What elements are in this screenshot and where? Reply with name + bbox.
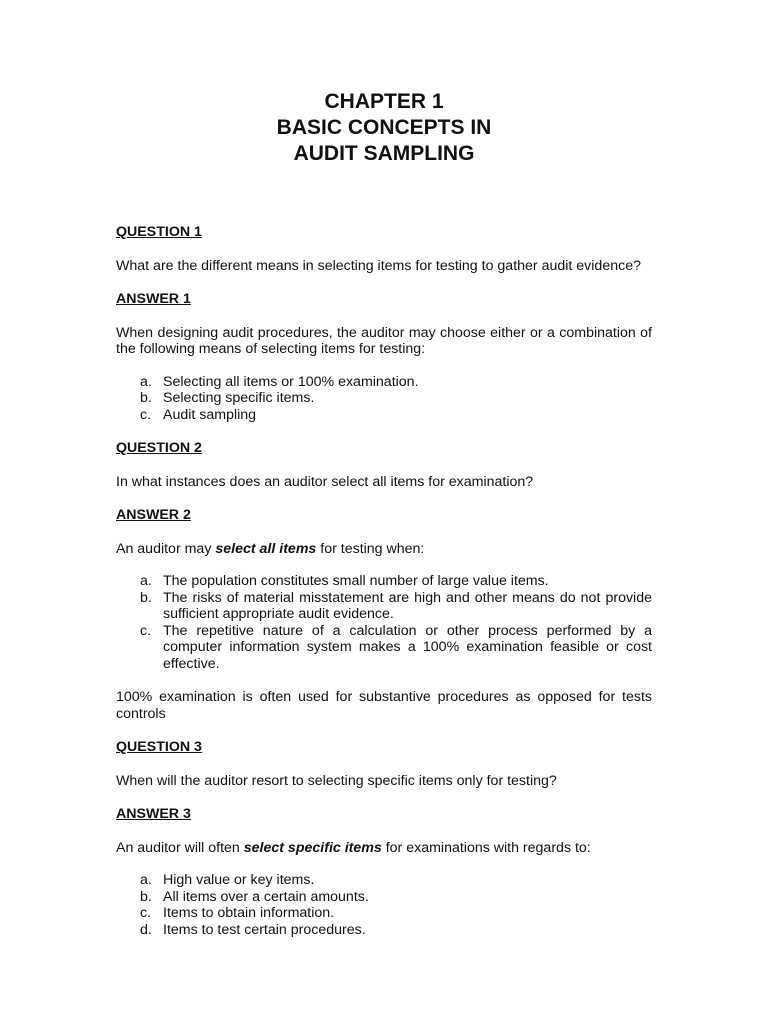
answer-1-list bbox=[116, 374, 652, 424]
question-2-text: In what instances does an auditor select all items for examination? bbox=[116, 473, 534, 490]
list-item: d. Items to test certain procedures. bbox=[140, 921, 366, 938]
list-item: b. All items over a certain amounts. bbox=[140, 888, 369, 905]
emphasis-text: select all items bbox=[215, 540, 317, 557]
answer-2-closing: 100% examination is often used for substantive procedures as opposed for tests controls bbox=[116, 689, 652, 722]
answer-1-heading: ANSWER 1 bbox=[116, 291, 191, 307]
list-item: b. Selecting specific items. bbox=[140, 390, 315, 406]
answer-1-intro: When designing audit procedures, the auditor may choose either or a combination of the following means of selecting items for testing: bbox=[116, 324, 652, 357]
list-item: a. Selecting all items or 100% examination. bbox=[140, 373, 419, 390]
answer-2-intro: An auditor may select all items for testing when: bbox=[116, 540, 425, 557]
list-item: c. Items to obtain information. bbox=[140, 905, 335, 921]
chapter-title-line-2: AUDIT SAMPLING bbox=[293, 142, 475, 165]
list-item: c. Audit sampling bbox=[140, 406, 257, 423]
question-1-heading: QUESTION 1 bbox=[116, 224, 202, 240]
list-item: b. The risks of material misstatement are high and other means do not provide sufficient appropriate audit evidence. bbox=[140, 589, 652, 622]
answer-3-intro: An auditor will often select specific items for examinations with regards to: bbox=[116, 839, 591, 856]
chapter-title bbox=[116, 0, 652, 167]
question-3-text: When will the auditor resort to selecting specific items only for testing? bbox=[116, 772, 557, 789]
question-2-heading: QUESTION 2 bbox=[116, 440, 202, 456]
answer-3-list bbox=[116, 872, 652, 938]
list-item: a. The population constitutes small number of large value items. bbox=[140, 573, 549, 589]
chapter-title-line-1: BASIC CONCEPTS IN bbox=[276, 116, 492, 139]
list-item: c. The repetitive nature of a calculation or other process performed by a computer information system makes a 100% examination feasible or cost effective. bbox=[140, 622, 652, 672]
chapter-number: CHAPTER 1 bbox=[324, 90, 444, 113]
document-body bbox=[116, 224, 652, 938]
question-1-text: What are the different means in selecting items for testing to gather audit evidence? bbox=[116, 257, 641, 274]
list-item: a. High value or key items. bbox=[140, 872, 315, 888]
emphasis-text: select specific items bbox=[243, 839, 382, 856]
question-3-heading: QUESTION 3 bbox=[116, 739, 202, 755]
answer-3-heading: ANSWER 3 bbox=[116, 806, 191, 822]
answer-2-list bbox=[116, 573, 652, 672]
answer-2-heading: ANSWER 2 bbox=[116, 507, 191, 523]
